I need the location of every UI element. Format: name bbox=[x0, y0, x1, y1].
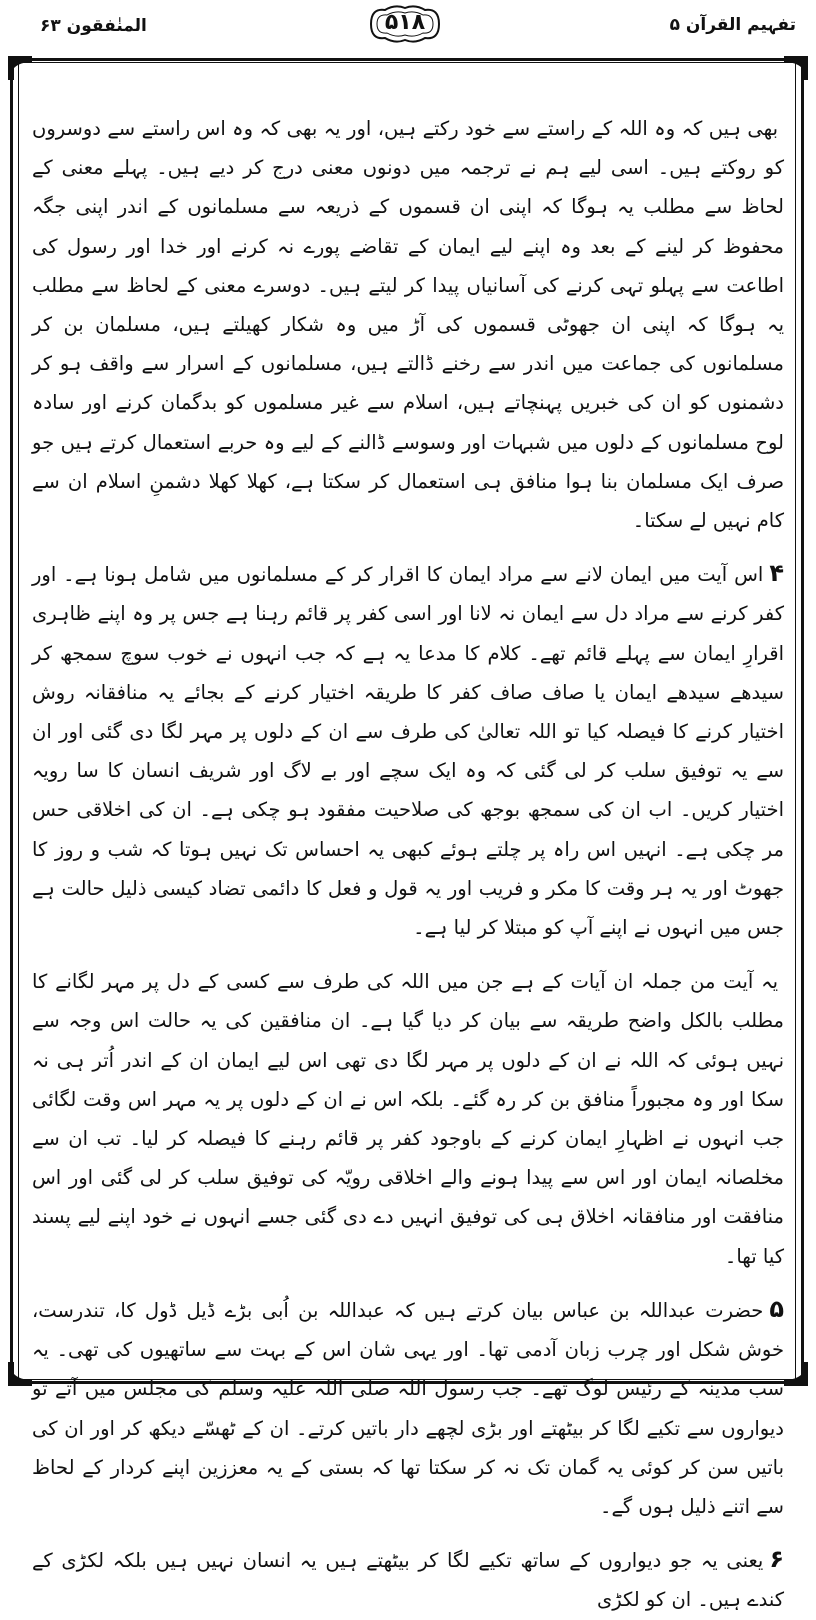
commentary-text bbox=[32, 108, 784, 1612]
paragraph-text: یعنی یہ جو دیواروں کے ساتھ تکیے لگا کر بیٹھتے ہیں یہ انسان نہیں ہیں بلکہ لکڑی کے کندے ہیں۔ ان کو لکڑی bbox=[32, 1549, 784, 1612]
page-number-badge bbox=[365, 4, 445, 44]
book-title: تفہیم القرآن ۵ bbox=[669, 15, 796, 35]
corner-ornament-icon bbox=[782, 54, 810, 82]
paragraph-text: یہ آیت من جملہ ان آیات کے ہے جن میں اللہ کی طرف سے کسی کے دل پر مہر لگانے کا مطلب بالکل واضح طریقہ سے بیان کر دیا گیا ہے۔ ان منافقین کی یہ حالت اس وجہ سے نہیں ہوئی کہ اللہ نے ان کے دلوں پر مہر لگا دی تھی اس لیے ایمان ان کے اندر اُتر ہی نہ سکا اور وہ مجبوراً منافق بن کر رہ گئے۔ بلکہ اس نے ان کے دلوں پر یہ مہر اس وقت لگائی جب انہوں نے اظہارِ ایمان کرنے کے باوجود کفر پر قائم رہنے کا فیصلہ کر لیا۔ تب ان سے مخلصانہ ایمان اور اس سے پیدا ہونے والے اخلاقی رویّہ کی توفیق سلب کر لی گئی اور اس منافقت اور منافقانہ اخلاق ہی کی توفیق انہیں دے دی گئی جسے انہوں نے خود اپنے لیے پسند کیا تھا۔ bbox=[32, 970, 784, 1268]
footnote-number: ۶ bbox=[769, 1545, 784, 1574]
page-number: ۵۱۸ bbox=[384, 10, 426, 35]
paragraph-text: اس آیت میں ایمان لانے سے مراد ایمان کا اقرار کر کے مسلمانوں میں شامل ہونا ہے۔ اور کفر کرنے سے مراد دل سے ایمان نہ لانا اور اسی کفر پر قائم رہنا ہے جس پر وہ اپنے ظاہری اقرارِ ایمان سے پہلے قائم تھے۔ کلام کا مدعا یہ ہے کہ جب انہوں نے خوب سوچ سمجھ کر سیدھے سیدھے ایمان یا صاف صاف کفر کا طریقہ اختیار کرنے کے بجائے یہ منافقانہ روش اختیار کرنے کا فیصلہ کیا تو اللہ تعالیٰ کی طرف سے ان کے دلوں پر مہر لگا دی گئی اور ان سے یہ توفیق سلب کر لی گئی کہ وہ ایک سچے اور بے لاگ اور شریف انسان کا سا رویہ اختیار کریں۔ اب ان کی سمجھ بوجھ کی صلاحیت مفقود ہو چکی ہے۔ ان کی اخلاقی حس مر چکی ہے۔ انہیں اس راہ پر چلتے ہوئے کبھی یہ احساس تک نہیں ہوتا کہ شب و روز کا جھوٹ اور یہ ہر وقت کا مکر و فریب اور یہ قول و فعل کا دائمی تضاد کیسی ذلیل حالت ہے جس میں انہوں نے اپنے آپ کو مبتلا کر لیا ہے۔ bbox=[32, 563, 784, 940]
paragraph-text: بھی ہیں کہ وہ اللہ کے راستے سے خود رکتے ہیں، اور یہ بھی کہ وہ اس راستے سے دوسروں کو روکتے ہیں۔ اسی لیے ہم نے ترجمہ میں دونوں معنی درج کر دیے ہیں۔ پہلے معنی کے لحاظ سے مطلب یہ ہوگا کہ اپنی ان قسموں کے ذریعہ سے مسلمانوں کے اندر اپنی جگہ محفوظ کر لینے کے بعد وہ اپنے لیے ایمان کے تقاضے پورے نہ کرنے اور خدا اور رسول کی اطاعت سے پہلو تہی کرنے کی آسانیاں پیدا کر لیتے ہیں۔ دوسرے معنی کے لحاظ سے مطلب یہ ہوگا کہ اپنی ان جھوٹی قسموں کی آڑ میں وہ شکار کھیلتے ہیں، مسلمان بن کر مسلمانوں کی جماعت میں اندر سے رخنے ڈالتے ہیں، مسلمانوں کے اسرار سے واقف ہو کر دشمنوں کو ان کی خبریں پہنچاتے ہیں، اسلام سے غیر مسلموں کو بدگمان کرنے اور سادہ لوح مسلمانوں کے دلوں میں شبہات اور وسوسے ڈالنے کے لیے وہ حربے استعمال کرتے ہیں جو صرف ایک مسلمان بنا ہوا منافق ہی استعمال کر سکتا ہے، کھلا کھلا دشمنِ اسلام ان سے کام نہیں لے سکتا۔ bbox=[32, 117, 784, 533]
paragraph bbox=[32, 554, 784, 947]
page-header bbox=[0, 0, 816, 60]
footnote-number: ۵ bbox=[769, 1294, 784, 1323]
corner-ornament-icon bbox=[782, 1360, 810, 1388]
paragraph-text: حضرت عبداللہ بن عباس بیان کرتے ہیں کہ عبداللہ بن اُبی بڑے ڈیل ڈول کا، تندرست، خوش شکل اور چرب زبان آدمی تھا۔ اور یہی شان اس کے بہت سے ساتھیوں کی تھی۔ یہ سب مدینہ کے رئیس لوگ تھے۔ جب رسول اللہ صلی اللہ علیہ وسلم کی مجلس میں آتے تو دیواروں سے تکیے لگا کر بیٹھتے اور بڑی لچھے دار باتیں کرتے۔ ان کے ٹھسّے دیکھ کر اور ان کی باتیں سن کر کوئی یہ گمان تک نہ کر سکتا تھا کہ بستی کے یہ معززین اپنے کردار کے لحاظ سے اتنے ذلیل ہوں گے۔ bbox=[32, 1298, 784, 1518]
paragraph bbox=[32, 1290, 784, 1526]
surah-name: المنٰفقون ۶۳ bbox=[40, 16, 147, 36]
paragraph bbox=[32, 1540, 784, 1619]
footnote-number: ۴ bbox=[769, 559, 784, 588]
paragraph bbox=[32, 961, 784, 1276]
paragraph bbox=[32, 108, 784, 540]
corner-ornament-icon bbox=[6, 54, 34, 82]
corner-ornament-icon bbox=[6, 1360, 34, 1388]
